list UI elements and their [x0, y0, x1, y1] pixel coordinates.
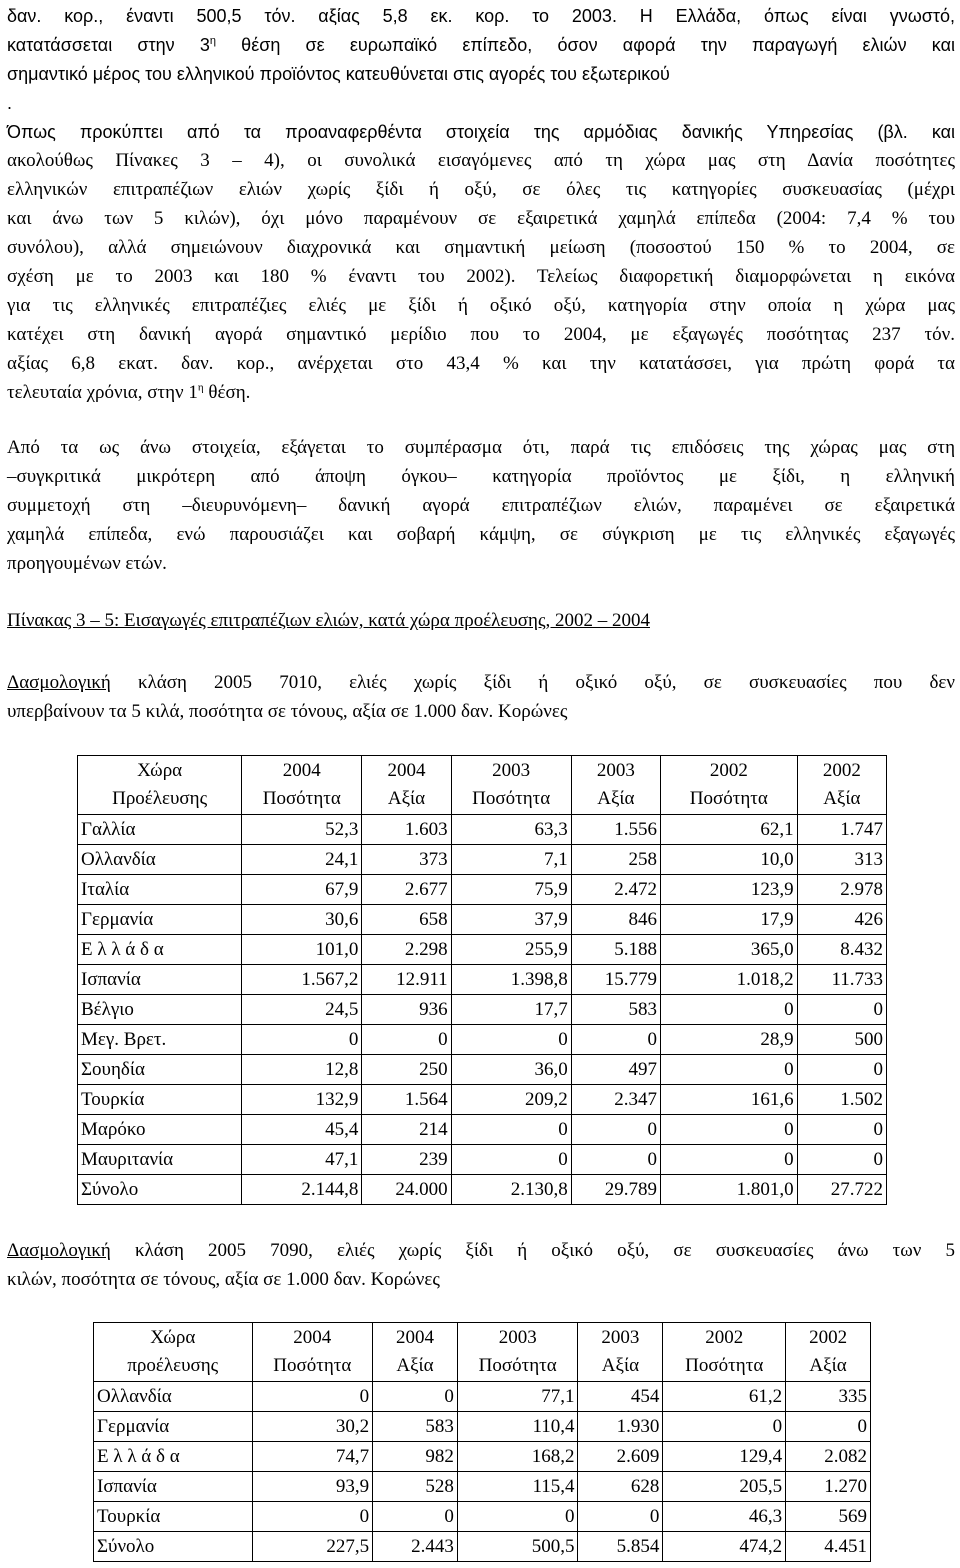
paragraph-2-line-7: για τις ελληνικές επιτραπέζιες ελιές με ξίδι ή οξικό οξύ, κατηγορία στην οποία η χώρα μας [7, 295, 955, 316]
value-cell: 2.609 [578, 1442, 663, 1472]
value-cell: 93,9 [252, 1472, 373, 1502]
value-cell: 0 [571, 1025, 660, 1055]
value-cell: 0 [451, 1025, 571, 1055]
value-cell: 500 [797, 1025, 886, 1055]
header-line-1: 2003 [596, 760, 635, 781]
value-cell: 569 [786, 1502, 871, 1532]
value-cell: 7,1 [451, 845, 571, 875]
country-cell: Ε λ λ ά δ α [78, 935, 242, 965]
header-line-2: Αξία [809, 1355, 847, 1376]
value-cell: 8.432 [797, 935, 886, 965]
value-cell: 583 [571, 995, 660, 1025]
column-header [457, 1323, 578, 1382]
country-cell: Σύνολο [94, 1532, 253, 1562]
paragraph-1-line-2: κατατάσσεται στην $3^\eta$ θέση σε ευρωπαϊκό επίπεδο, όσον αφορά την παραγωγή ελιών και [7, 35, 955, 55]
value-cell: 250 [362, 1055, 451, 1085]
value-cell: 132,9 [242, 1085, 362, 1115]
value-cell: 28,9 [661, 1025, 798, 1055]
tariff-class-2-line-1: Δασμολογική κλάση 2005 7090, ελιές χωρίς ξίδι ή οξικό οξύ, σε συσκευασίες άνω των 5 [7, 1240, 955, 1261]
value-cell: 75,9 [451, 875, 571, 905]
value-cell: 12.911 [362, 965, 451, 995]
paragraph-3-line-4: χαμηλά επίπεδα, ενώ παρουσιάζει και σοβαρή κάμψη, σε σύγκριση με τις ελληνικές εξαγωγές [7, 524, 955, 545]
value-cell: 129,4 [663, 1442, 786, 1472]
paragraph-3-line-5: προηγουμένων ετών. [7, 553, 167, 574]
header-line-1: 2004 [387, 760, 426, 781]
header-line-2: Ποσότητα [689, 788, 768, 809]
value-cell: 239 [362, 1145, 451, 1175]
value-cell: 0 [451, 1115, 571, 1145]
paragraph-2-line-8: κατέχει στη δανική αγορά σημαντικό μερίδιο που το 2004, με εξαγωγές ποσότητας 237 τόν. [7, 324, 955, 345]
value-cell: 15.779 [571, 965, 660, 995]
header-line-2: Ποσότητα [472, 788, 551, 809]
country-cell: Ε λ λ ά δ α [94, 1442, 253, 1472]
paragraph-1-line-3: σημαντικό μέρος του ελληνικού προϊόντος κατευθύνεται στις αγορές του εξωτερικού [7, 64, 670, 84]
value-cell: 936 [362, 995, 451, 1025]
value-cell: 168,2 [457, 1442, 578, 1472]
value-cell: 0 [661, 1145, 798, 1175]
column-header [252, 1323, 373, 1382]
country-cell: Μεγ. Βρετ. [78, 1025, 242, 1055]
value-cell: 2.130,8 [451, 1175, 571, 1205]
value-cell: 0 [661, 995, 798, 1025]
header-line-1: 2002 [822, 760, 861, 781]
value-cell: 30,2 [252, 1412, 373, 1442]
header-line-1: 2002 [705, 1327, 744, 1348]
country-cell: Τουρκία [94, 1502, 253, 1532]
value-cell: 2.298 [362, 935, 451, 965]
value-cell: 528 [373, 1472, 458, 1502]
value-cell: 0 [797, 1145, 886, 1175]
column-header [663, 1323, 786, 1382]
column-header [797, 756, 886, 815]
value-cell: 11.733 [797, 965, 886, 995]
paragraph-3-line-3: συμμετοχή στη –διευρυνόμενη– δανική αγορά επιτραπέζιων ελιών, παραμένει σε εξαιρετικά [7, 495, 955, 516]
value-cell: 846 [571, 905, 660, 935]
value-cell: 2.082 [786, 1442, 871, 1472]
value-cell: 2.144,8 [242, 1175, 362, 1205]
value-cell: 123,9 [661, 875, 798, 905]
tariff-class-2-line-2: κιλών, ποσότητα σε τόνους, αξία σε 1.000 δαν. Κορώνες [7, 1269, 440, 1290]
table-row [78, 905, 887, 935]
header-line-1: 2002 [709, 760, 748, 781]
table-row [94, 1532, 871, 1562]
value-cell: 1.270 [786, 1472, 871, 1502]
country-cell: Γερμανία [94, 1412, 253, 1442]
country-cell: Ισπανία [94, 1472, 253, 1502]
country-cell: Ολλανδία [94, 1382, 253, 1412]
value-cell: 0 [362, 1025, 451, 1055]
column-header [373, 1323, 458, 1382]
paragraph-2-line-5: συνόλου), αλλά σημειώνουν διαχρονικά και σημαντική μείωση (ποσοστού 150 % το 2004, σε [7, 237, 955, 258]
header-line-2: Αξία [597, 788, 635, 809]
value-cell: 17,7 [451, 995, 571, 1025]
paragraph-2-line-2: ακολούθως Πίνακες 3 – 4), οι συνολικά εισαγόμενες από τη χώρα μας στη Δανία ποσότητες [7, 150, 955, 171]
column-header [578, 1323, 663, 1382]
table-row [94, 1472, 871, 1502]
country-cell: Τουρκία [78, 1085, 242, 1115]
value-cell: 47,1 [242, 1145, 362, 1175]
value-cell: 0 [571, 1145, 660, 1175]
country-cell: Ιταλία [78, 875, 242, 905]
header-line-1: 2003 [498, 1327, 537, 1348]
value-cell: 209,2 [451, 1085, 571, 1115]
value-cell: 161,6 [661, 1085, 798, 1115]
value-cell: 1.603 [362, 815, 451, 845]
header-line-1: Χώρα [137, 760, 183, 781]
value-cell: 27.722 [797, 1175, 886, 1205]
value-cell: 36,0 [451, 1055, 571, 1085]
value-cell: 0 [578, 1502, 663, 1532]
header-line-2: Ποσότητα [273, 1355, 352, 1376]
value-cell: 227,5 [252, 1532, 373, 1562]
value-cell: 1.801,0 [661, 1175, 798, 1205]
value-cell: 12,8 [242, 1055, 362, 1085]
country-cell: Σουηδία [78, 1055, 242, 1085]
country-cell: Βέλγιο [78, 995, 242, 1025]
value-cell: 1.930 [578, 1412, 663, 1442]
value-cell: 63,3 [451, 815, 571, 845]
value-cell: 62,1 [661, 815, 798, 845]
value-cell: 115,4 [457, 1472, 578, 1502]
value-cell: 24,1 [242, 845, 362, 875]
header-line-1: 2003 [601, 1327, 640, 1348]
value-cell: 474,2 [663, 1532, 786, 1562]
table-row [78, 1085, 887, 1115]
header-line-1: 2004 [396, 1327, 434, 1348]
column-header [451, 756, 571, 815]
header-line-2: Ποσότητα [262, 788, 341, 809]
table-row [94, 1412, 871, 1442]
value-cell: 52,3 [242, 815, 362, 845]
table-row [94, 1442, 871, 1472]
header-line-2: Αξία [601, 1355, 640, 1376]
value-cell: 0 [797, 1115, 886, 1145]
value-cell: 365,0 [661, 935, 798, 965]
value-cell: 37,9 [451, 905, 571, 935]
value-cell: 258 [571, 845, 660, 875]
column-header [362, 756, 451, 815]
value-cell: 1.556 [571, 815, 660, 845]
value-cell: 313 [797, 845, 886, 875]
header-line-1: 2003 [492, 760, 531, 781]
table-header-row [78, 756, 887, 815]
value-cell: 67,9 [242, 875, 362, 905]
paragraph-2-line-6: σχέση με το 2003 και 180 % έναντι του 2002). Τελείως διαφορετική διαμορφώνεται η εικόνα [7, 266, 955, 287]
header-line-2: Αξία [387, 788, 426, 809]
value-cell: 0 [242, 1025, 362, 1055]
header-line-2: Ποσότητα [478, 1355, 557, 1376]
value-cell: 2.677 [362, 875, 451, 905]
paragraph-3-line-1: Από τα ως άνω στοιχεία, εξάγεται το συμπέρασμα ότι, παρά τις επιδόσεις της χώρας μας στη [7, 437, 955, 458]
paragraph-2-line-3: ελληνικών επιτραπέζιων ελιών χωρίς ξίδι ή οξύ, σε όλες τις κατηγορίες συσκευασίας (μέχρι [7, 179, 955, 200]
column-header [571, 756, 660, 815]
table-row [78, 1115, 887, 1145]
column-header [78, 756, 242, 815]
value-cell: 982 [373, 1442, 458, 1472]
value-cell: 497 [571, 1055, 660, 1085]
value-cell: 454 [578, 1382, 663, 1412]
table-row [78, 815, 887, 845]
paragraph-1-line-1: δαν. κορ., έναντι 500,5 τόν. αξίας 5,8 εκ. κορ. το 2003. Η Ελλάδα, όπως είναι γνωστό, [7, 6, 955, 26]
value-cell: 61,2 [663, 1382, 786, 1412]
table-row [94, 1382, 871, 1412]
value-cell: 2.978 [797, 875, 886, 905]
imports-table-2005-7010 [77, 755, 887, 1205]
header-line-2: προέλευσης [127, 1355, 219, 1376]
value-cell: 0 [571, 1115, 660, 1145]
value-cell: 4.451 [786, 1532, 871, 1562]
table-row [78, 1025, 887, 1055]
value-cell: 1.564 [362, 1085, 451, 1115]
tariff-class-1-line-2: υπερβαίνουν τα 5 κιλά, ποσότητα σε τόνους, αξία σε 1.000 δαν. Κορώνες [7, 701, 568, 722]
table-row [78, 1055, 887, 1085]
value-cell: 658 [362, 905, 451, 935]
country-cell: Ισπανία [78, 965, 242, 995]
value-cell: 0 [373, 1502, 458, 1532]
value-cell: 0 [786, 1412, 871, 1442]
paragraph-2-line-4: και άνω των 5 κιλών), όχι μόνο παραμένουν σε εξαιρετικά χαμηλά επίπεδα (2004: 7,4 % του [7, 208, 955, 229]
value-cell: 29.789 [571, 1175, 660, 1205]
table-row [78, 1145, 887, 1175]
value-cell: 1.018,2 [661, 965, 798, 995]
value-cell: 373 [362, 845, 451, 875]
header-line-2: Αξία [823, 788, 861, 809]
value-cell: 205,5 [663, 1472, 786, 1502]
value-cell: 0 [797, 995, 886, 1025]
column-header [786, 1323, 871, 1382]
value-cell: 17,9 [661, 905, 798, 935]
country-cell: Σύνολο [78, 1175, 242, 1205]
table-caption: Πίνακας 3 – 5: Εισαγωγές επιτραπέζιων ελιών, κατά χώρα προέλευσης, 2002 – 2004 [7, 610, 650, 631]
value-cell: 46,3 [663, 1502, 786, 1532]
value-cell: 0 [373, 1382, 458, 1412]
value-cell: 0 [457, 1502, 578, 1532]
value-cell: 5.188 [571, 935, 660, 965]
table-row [78, 1175, 887, 1205]
value-cell: 2.443 [373, 1532, 458, 1562]
value-cell: 2.472 [571, 875, 660, 905]
header-line-2: Προέλευσης [112, 788, 208, 809]
country-cell: Ολλανδία [78, 845, 242, 875]
table-row [94, 1502, 871, 1532]
value-cell: 426 [797, 905, 886, 935]
value-cell: 74,7 [252, 1442, 373, 1472]
table-row [78, 935, 887, 965]
table-header-row [94, 1323, 871, 1382]
value-cell: 1.502 [797, 1085, 886, 1115]
paragraph-2-line-1: Όπως προκύπτει από τα προαναφερθέντα στοιχεία της αρμόδιας δανικής Υπηρεσίας (βλ. και [7, 122, 955, 142]
value-cell: 110,4 [457, 1412, 578, 1442]
column-header [94, 1323, 253, 1382]
imports-table-2005-7090 [93, 1322, 871, 1562]
value-cell: 1.398,8 [451, 965, 571, 995]
value-cell: 1.747 [797, 815, 886, 845]
value-cell: 628 [578, 1472, 663, 1502]
value-cell: 335 [786, 1382, 871, 1412]
header-line-2: Ποσότητα [685, 1355, 764, 1376]
table-row [78, 995, 887, 1025]
country-cell: Μαυριτανία [78, 1145, 242, 1175]
value-cell: 0 [661, 1055, 798, 1085]
paragraph-2-line-9: αξίας 6,8 εκατ. δαν. κορ., ανέρχεται στο 43,4 % και την κατατάσσει, για πρώτη φορά τα [7, 353, 955, 374]
value-cell: 214 [362, 1115, 451, 1145]
column-header [661, 756, 798, 815]
country-cell: Γερμανία [78, 905, 242, 935]
country-cell: Μαρόκο [78, 1115, 242, 1145]
value-cell: 101,0 [242, 935, 362, 965]
value-cell: 5.854 [578, 1532, 663, 1562]
header-line-1: Χώρα [150, 1327, 196, 1348]
value-cell: 0 [663, 1412, 786, 1442]
value-cell: 2.347 [571, 1085, 660, 1115]
value-cell: 24,5 [242, 995, 362, 1025]
column-header [242, 756, 362, 815]
value-cell: 0 [661, 1115, 798, 1145]
paragraph-1-line-4: . [7, 93, 13, 113]
country-cell: Γαλλία [78, 815, 242, 845]
value-cell: 0 [252, 1502, 373, 1532]
value-cell: 1.567,2 [242, 965, 362, 995]
value-cell: 10,0 [661, 845, 798, 875]
value-cell: 0 [252, 1382, 373, 1412]
value-cell: 0 [797, 1055, 886, 1085]
table-row [78, 875, 887, 905]
header-line-1: 2002 [809, 1327, 848, 1348]
header-line-1: 2004 [293, 1327, 332, 1348]
value-cell: 24.000 [362, 1175, 451, 1205]
tariff-class-1-line-1: Δασμολογική κλάση 2005 7010, ελιές χωρίς ξίδι ή οξικό οξύ, σε συσκευασίες που δεν [7, 672, 955, 693]
header-line-1: 2004 [282, 760, 321, 781]
paragraph-2-line-10: τελευταία χρόνια, στην $1^\eta$ θέση. [7, 381, 251, 403]
value-cell: 77,1 [457, 1382, 578, 1412]
value-cell: 45,4 [242, 1115, 362, 1145]
header-line-2: Αξία [396, 1355, 434, 1376]
value-cell: 30,6 [242, 905, 362, 935]
table-row [78, 965, 887, 995]
paragraph-3-line-2: –συγκριτικά μικρότερη από άποψη όγκου– κατηγορία προϊόντος με ξίδι, η ελληνική [7, 466, 955, 487]
value-cell: 500,5 [457, 1532, 578, 1562]
table-row [78, 845, 887, 875]
value-cell: 0 [451, 1145, 571, 1175]
value-cell: 583 [373, 1412, 458, 1442]
value-cell: 255,9 [451, 935, 571, 965]
